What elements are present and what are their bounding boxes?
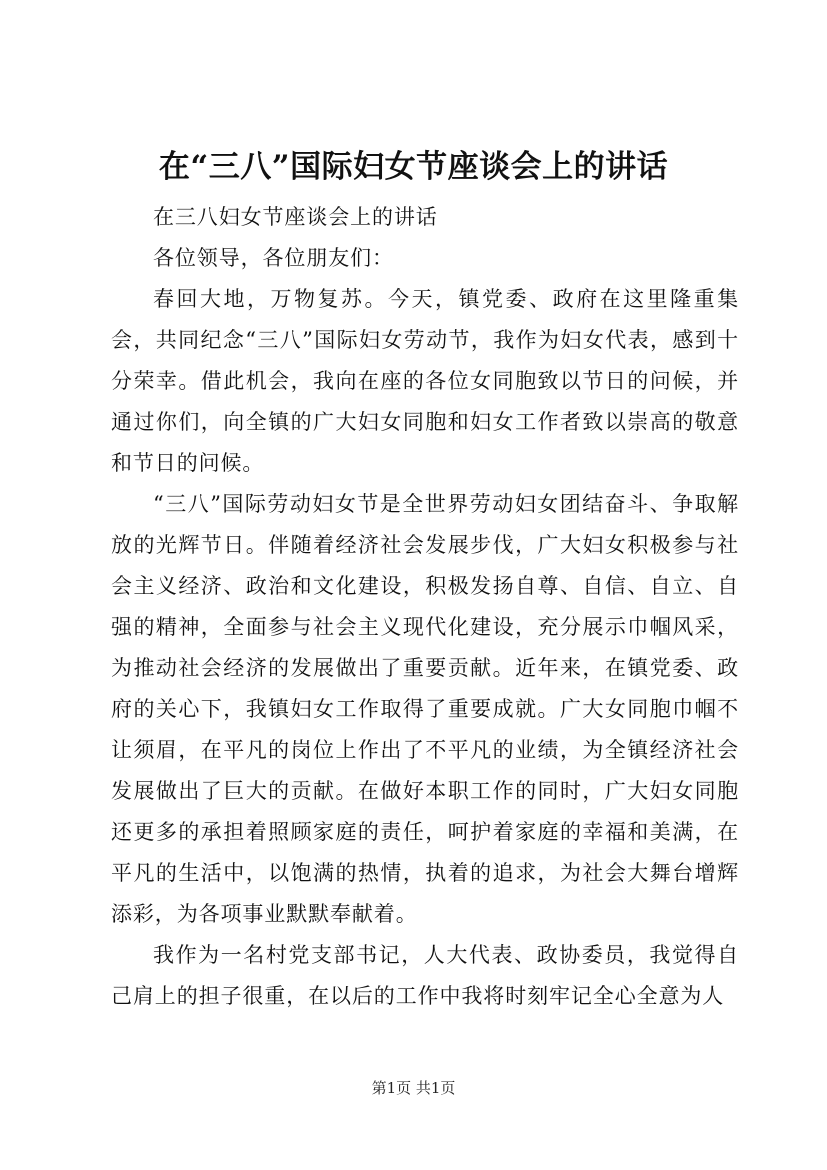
paragraph-opening: 春回大地，万物复苏。今天，镇党委、政府在这里隆重集会，共同纪念“三八”国际妇女劳动节，我作为妇女代表，感到十分荣幸。借此机会，我向在座的各位女同胞致以节日的问候，并通过你们，向全镇的广大妇女同胞和妇女工作者致以崇高的敬意和节日的问候。 (111, 287, 739, 475)
document-subtitle: 在三八妇女节座谈会上的讲话 (153, 205, 438, 229)
paragraph-womens-day: “三八”国际劳动妇女节是全世界劳动妇女团结奋斗、争取解放的光辉节日。伴随着经济社会发展步伐，广大妇女积极参与社会主义经济、政治和文化建设，积极发扬自尊、自信、自立、自强的精神，全面参与社会主义现代化建设，充分展示巾帼风采，为推动社会经济的发展做出了重要贡献。近年来，在镇党委、政府的关心下，我镇妇女工作取得了重要成就。广大女同胞巾帼不让须眉，在平凡的岗位上作出了不平凡的业绩，为全镇经济社会发展做出了巨大的贡献。在做好本职工作的同时，广大妇女同胞还更多的承担着照顾家庭的责任，呵护着家庭的幸福和美满，在平凡的生活中，以饱满的热情，执着的追求，为社会大舞台增辉添彩，为各项事业默默奉献着。 (111, 492, 739, 926)
document-body (111, 197, 739, 1017)
salutation: 各位领导，各位朋友们： (153, 246, 394, 270)
page-number-footer: 第1页 共1页 (371, 1079, 456, 1097)
paragraph-personal-commitment: 我作为一名村党支部书记，人大代表、政协委员，我觉得自己肩上的担子很重，在以后的工作中我将时刻牢记全心全意为人 (111, 943, 739, 1008)
document-title: 在“三八”国际妇女节座谈会上的讲话 (158, 149, 669, 185)
